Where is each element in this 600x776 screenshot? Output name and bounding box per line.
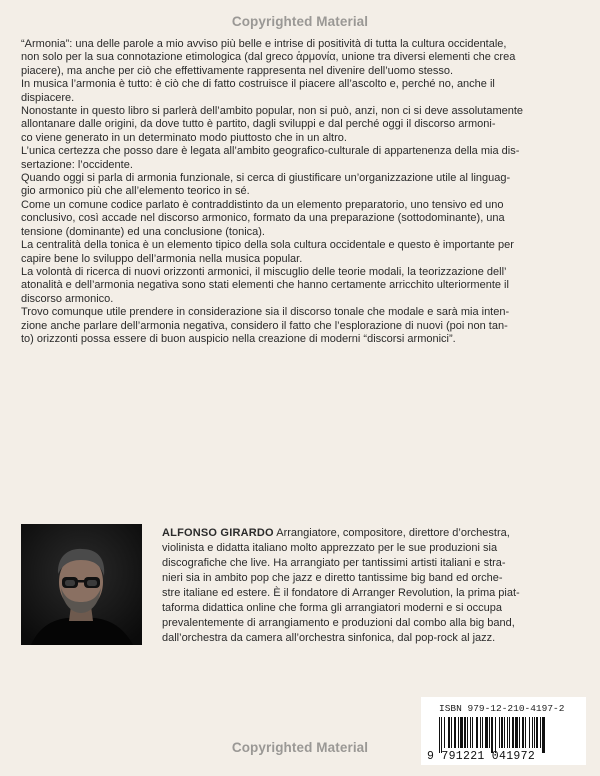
body-line: Nonostante in questo libro si parlerà dell’ambito popular, non si può, anzi, non ci si deve assolutamente bbox=[21, 105, 524, 118]
body-line: atonalità e dell’armonia negativa sono stati elementi che hanno certamente arricchito ulteriormente il bbox=[21, 279, 509, 292]
isbn-label: ISBN 979-12-210-4197-2 bbox=[439, 703, 565, 714]
bio-line: nieri sia in ambito pop che jazz e diretto tantissime big band ed orche- bbox=[162, 572, 503, 584]
bio-line: stre italiane ed estere. È il fondatore di Arranger Revolution, la prima piat- bbox=[162, 587, 520, 599]
body-line: co viene generato in un determinato modo piuttosto che in un altro. bbox=[21, 131, 347, 144]
body-line: “Armonia”: una delle parole a mio avviso più belle e intrise di positività di tutta la cultura occidentale, bbox=[21, 38, 507, 50]
body-line: Come un comune codice parlato è contraddistinto da un elemento preparatorio, uno tensivo ed uno bbox=[21, 198, 504, 211]
body-line: La volontà di ricerca di nuovi orizzonti armonici, il miscuglio delle teorie modali, la teorizzazione dell’ bbox=[21, 265, 507, 278]
barcode-digits: 9 791221 041972 bbox=[427, 750, 536, 763]
body-line: discorso armonico. bbox=[21, 292, 114, 305]
bio-line: violinista e didatta italiano molto apprezzato per le sue produzioni sia bbox=[162, 542, 498, 554]
body-line: capire bene lo sviluppo dell’armonia nella musica popular. bbox=[21, 252, 303, 265]
author-bio bbox=[162, 526, 592, 646]
bio-line: discografiche che live. Ha arrangiato per tantissimi artisti italiani e stra- bbox=[162, 557, 506, 569]
bio-line: taforma didattica online che forma gli arrangiatori moderni e si occupa bbox=[162, 602, 502, 614]
body-line: non solo per la sua connotazione etimologica (dal greco ἁρμονία, unione tra diversi elementi che crea bbox=[21, 51, 516, 64]
body-line: to) orizzonti possa essere di buon auspicio nella creazione di moderni “discorsi armonici”. bbox=[21, 332, 456, 345]
body-line: Trovo comunque utile prendere in considerazione sia il discorso tonale che modale e sarà mia inten- bbox=[21, 306, 510, 319]
body-line: allontanare dalle origini, da dove tutto è partito, dagli sviluppi e dal perché oggi il discorso armoni- bbox=[21, 118, 496, 131]
body-line: gio armonico più che all’elemento teorico in sé. bbox=[21, 185, 250, 198]
body-line: zione anche parlare dell’armonia negativa, considero il fatto che l’esplorazione di nuovi (poi non tan- bbox=[21, 319, 508, 332]
body-line: Quando oggi si parla di armonia funzionale, si cerca di giustificare un’organizzazione utile al linguag- bbox=[21, 172, 511, 185]
watermark-bottom: Copyrighted Material bbox=[231, 740, 369, 755]
body-line: sertazione: l’occidente. bbox=[21, 158, 133, 171]
author-section bbox=[21, 524, 586, 664]
bio-line: Arrangiatore, compositore, direttore d’orchestra, bbox=[273, 527, 510, 539]
watermark-top: Copyrighted Material bbox=[231, 14, 369, 29]
body-line: piacere), ma anche per ciò che effettivamente rappresenta nel divenire dell’uomo stesso. bbox=[21, 64, 454, 77]
author-photo bbox=[21, 524, 142, 645]
body-line: In musica l’armonia è tutto: è ciò che di fatto costruisce il piacere all’ascolto e, perché no, anche il bbox=[21, 78, 495, 91]
body-line: L’unica certezza che posso dare è legata all’ambito geografico-culturale di appartenenza della mia dis- bbox=[21, 145, 520, 158]
body-line: La centralità della tonica è un elemento tipico della sola cultura occidentale e questo è importante per bbox=[21, 239, 514, 252]
back-cover-text bbox=[21, 38, 581, 346]
author-portrait-image bbox=[21, 524, 142, 645]
body-line: dispiacere. bbox=[21, 91, 75, 104]
body-line: conclusivo, così accade nel discorso armonico, formato da una preparazione (sottodominante), una bbox=[21, 212, 505, 225]
bio-line: prevalentemente di arrangiamento e produzioni dal combo alla big band, bbox=[162, 617, 515, 629]
body-line: tensione (dominante) ed una conclusione (tonica). bbox=[21, 225, 265, 238]
author-name: ALFONSO GIRARDO bbox=[162, 527, 274, 539]
bio-line: dall’orchestra da camera all’orchestra sinfonica, dal pop-rock al jazz. bbox=[162, 632, 496, 644]
